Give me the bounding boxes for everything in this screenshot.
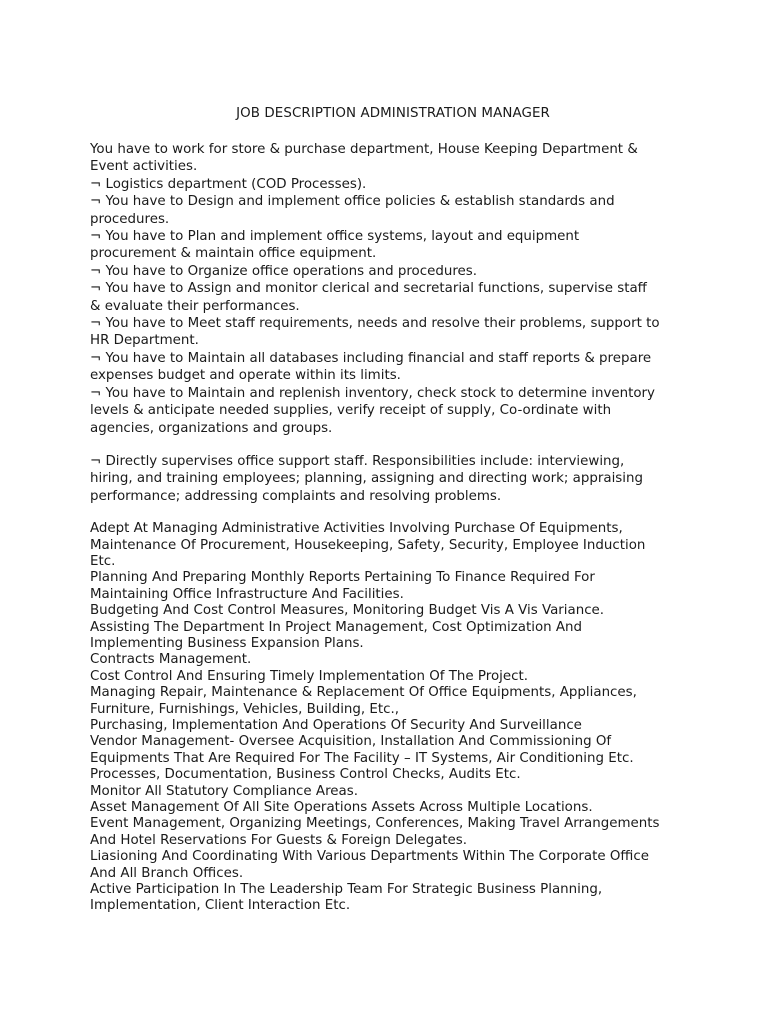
- paragraph: ¬ You have to Plan and implement office systems, layout and equipment procurement & maintain office equipment.: [90, 229, 580, 262]
- paragraph: You have to work for store & purchase department, House Keeping Department & Event activities.: [90, 142, 638, 175]
- paragraph: ¬ Logistics department (COD Processes).: [90, 176, 367, 192]
- list-item: Monitor All Statutory Compliance Areas.: [90, 783, 358, 799]
- list-item: Asset Management Of All Site Operations Assets Across Multiple Locations.: [90, 800, 593, 816]
- list-item: Event Management, Organizing Meetings, Conferences, Making Travel Arrangements And Hotel Reservations For Guests & Foreign Delegates.: [90, 816, 660, 848]
- paragraph: ¬ You have to Design and implement office policies & establish standards and procedures.: [90, 194, 615, 227]
- list-item: Liasioning And Coordinating With Various Departments Within The Corporate Office And All Branch Offices.: [90, 849, 649, 881]
- paragraph: ¬ You have to Maintain all databases including financial and staff reports & prepare expenses budget and operate within its limits.: [90, 350, 652, 384]
- responsibilities-section: [90, 141, 690, 437]
- skills-section: [90, 521, 690, 915]
- list-item: Active Participation In The Leadership Team For Strategic Business Planning, Implementation, Client Interaction Etc.: [90, 882, 603, 914]
- list-item: Processes, Documentation, Business Control Checks, Audits Etc.: [90, 767, 521, 783]
- list-item: Planning And Preparing Monthly Reports Pertaining To Finance Required For Maintaining Office Infrastructure And Facilities.: [90, 570, 595, 602]
- list-item: Assisting The Department In Project Management, Cost Optimization And Implementing Business Expansion Plans.: [90, 619, 583, 651]
- paragraph: ¬ You have to Maintain and replenish inventory, check stock to determine inventory levels & anticipate needed supplies, verify receipt of supply, Co-ordinate with agencies, organizations and groups.: [90, 385, 655, 436]
- section-spacer: [90, 505, 690, 521]
- list-item: Purchasing, Implementation And Operations Of Security And Surveillance: [90, 718, 582, 733]
- list-item: Adept At Managing Administrative Activities Involving Purchase Of Equipments, Maintenance Of Procurement, Housekeeping, Safety, Security, Employee Induction Etc.: [90, 521, 646, 569]
- list-item: Cost Control And Ensuring Timely Implementation Of The Project.: [90, 668, 528, 684]
- document-page: [90, 106, 690, 915]
- paragraph: ¬ You have to Assign and monitor clerical and secretarial functions, supervise staff & evaluate their performances.: [90, 281, 647, 314]
- list-item: Managing Repair, Maintenance & Replacement Of Office Equipments, Appliances, Furniture, Furnishings, Vehicles, Building, Etc.,: [90, 685, 637, 717]
- paragraph: ¬ You have to Organize office operations and procedures.: [90, 263, 478, 279]
- section-spacer: [90, 437, 690, 453]
- paragraph: ¬ Directly supervises office support staff. Responsibilities include: interviewing, hiring, and training employees; planning, assigning and directing work; appraising performance; addressing complaints and resolving problems.: [90, 453, 643, 504]
- supervision-section: [90, 453, 690, 505]
- paragraph: ¬ You have to Meet staff requirements, needs and resolve their problems, support to HR Department.: [90, 316, 660, 349]
- document-title: JOB DESCRIPTION ADMINISTRATION MANAGER: [236, 106, 550, 121]
- list-item: Contracts Management.: [90, 652, 252, 668]
- list-item: Vendor Management- Oversee Acquisition, Installation And Commissioning Of Equipments That Are Required For The Facility – IT Systems, Air Conditioning Etc.: [90, 734, 634, 766]
- list-item: Budgeting And Cost Control Measures, Monitoring Budget Vis A Vis Variance.: [90, 603, 605, 619]
